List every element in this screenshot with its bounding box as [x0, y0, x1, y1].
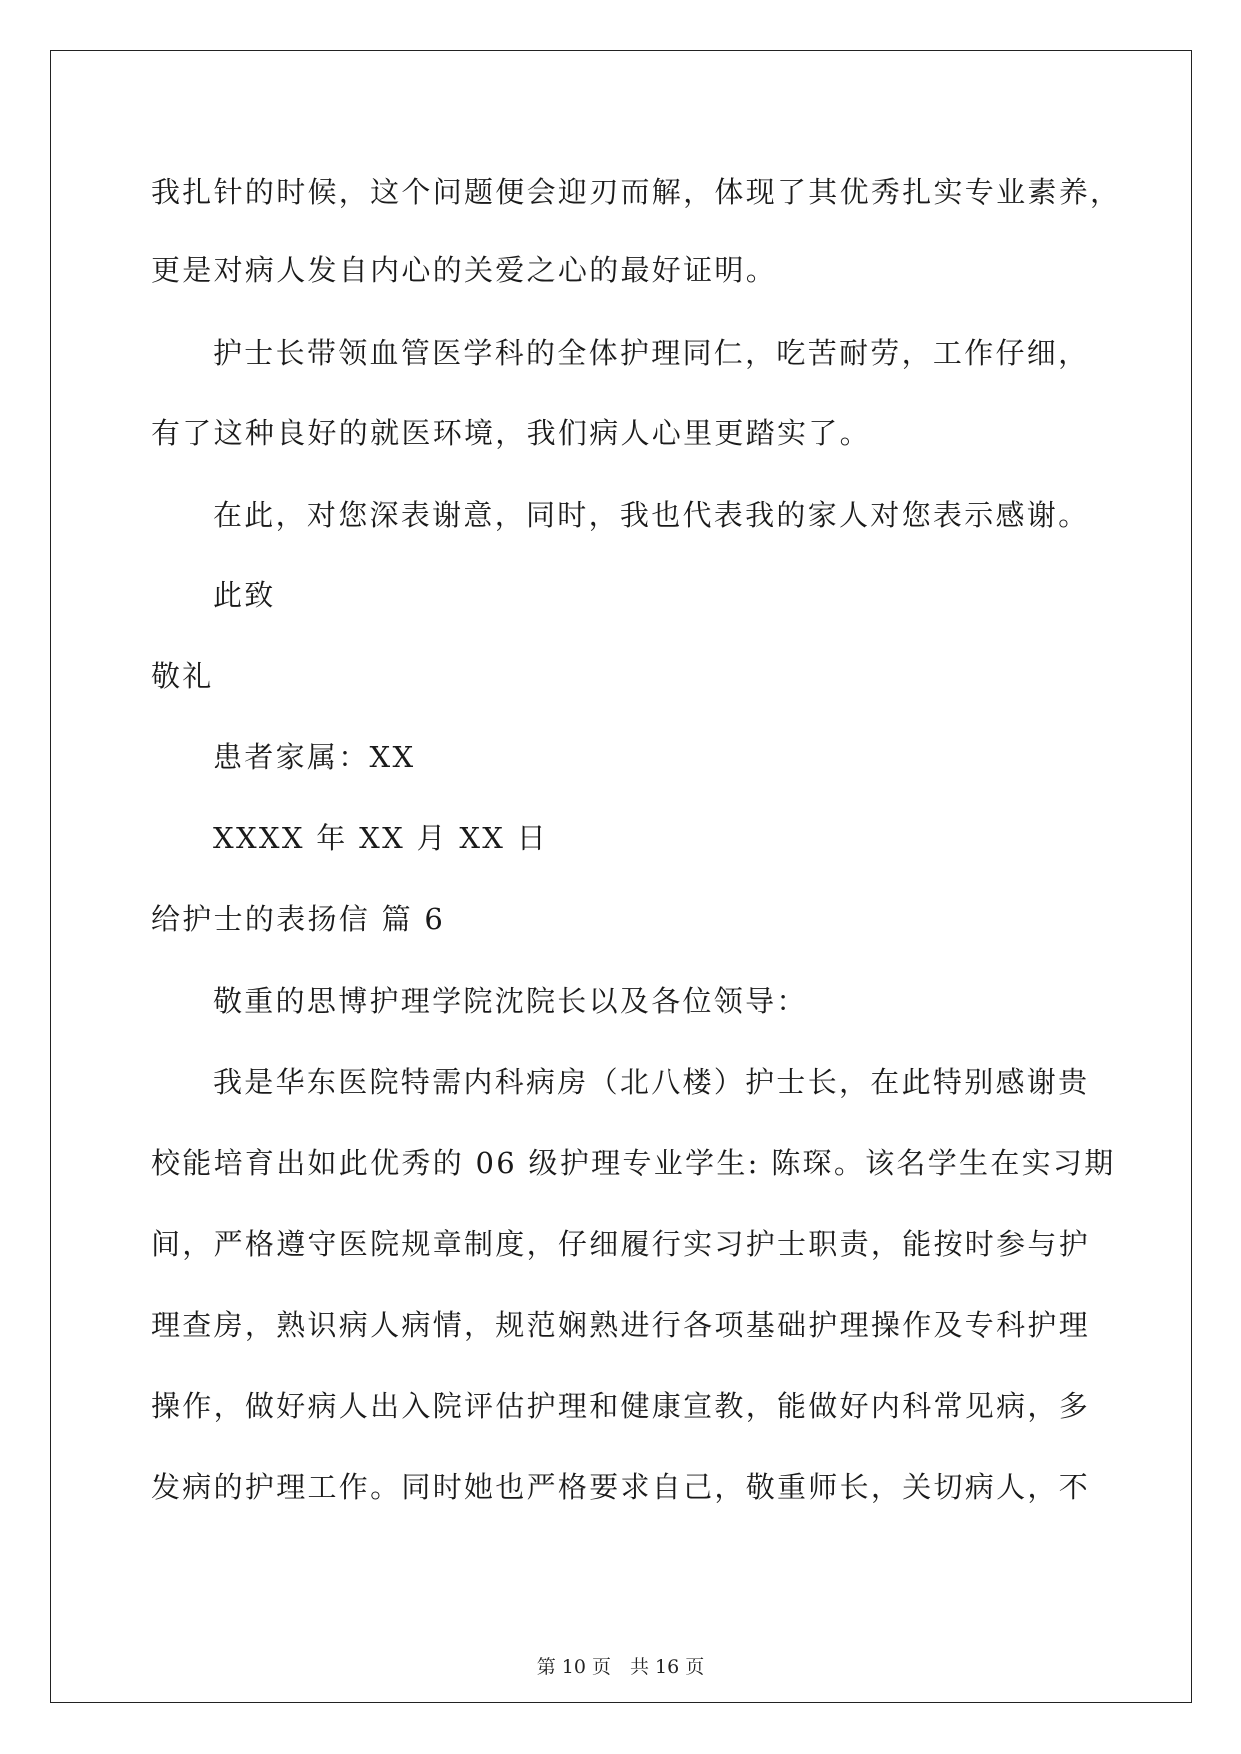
text-line: 患者家属：XX	[213, 740, 416, 774]
text-line: 发病的护理工作。同时她也严格要求自己，敬重师长，关切病人，不	[151, 1470, 1091, 1504]
text-line: 间，严格遵守医院规章制度，仔细履行实习护士职责，能按时参与护	[151, 1227, 1091, 1261]
text-line: 有了这种良好的就医环境，我们病人心里更踏实了。	[151, 416, 871, 450]
text-line: 理查房，熟识病人病情，规范娴熟进行各项基础护理操作及专科护理	[151, 1308, 1091, 1342]
text-line: 更是对病人发自内心的关爱之心的最好证明。	[151, 253, 778, 287]
text-line: 护士长带领血管医学科的全体护理同仁，吃苦耐劳，工作仔细，	[213, 336, 1090, 370]
text-line: 敬礼	[151, 659, 214, 693]
text-line: XXXX 年 XX 月 XX 日	[213, 821, 549, 855]
text-line: 我扎针的时候，这个问题便会迎刃而解，体现了其优秀扎实专业素养，	[151, 175, 1122, 209]
text-line: 操作，做好病人出入院评估护理和健康宣教，能做好内科常见病，多	[151, 1389, 1091, 1423]
page-border	[50, 50, 1192, 1703]
page-number-footer: 第 10 页 共 16 页	[536, 1656, 705, 1678]
text-line: 我是华东医院特需内科病房（北八楼）护士长，在此特别感谢贵	[213, 1065, 1090, 1099]
text-line: 敬重的思博护理学院沈院长以及各位领导：	[213, 984, 808, 1018]
text-line: 校能培育出如此优秀的 06 级护理专业学生: 陈琛。该名学生在实习期	[151, 1146, 1116, 1180]
section-heading: 给护士的表扬信 篇 6	[151, 902, 446, 936]
text-line: 在此，对您深表谢意，同时，我也代表我的家人对您表示感谢。	[213, 498, 1090, 532]
text-line: 此致	[213, 578, 276, 612]
